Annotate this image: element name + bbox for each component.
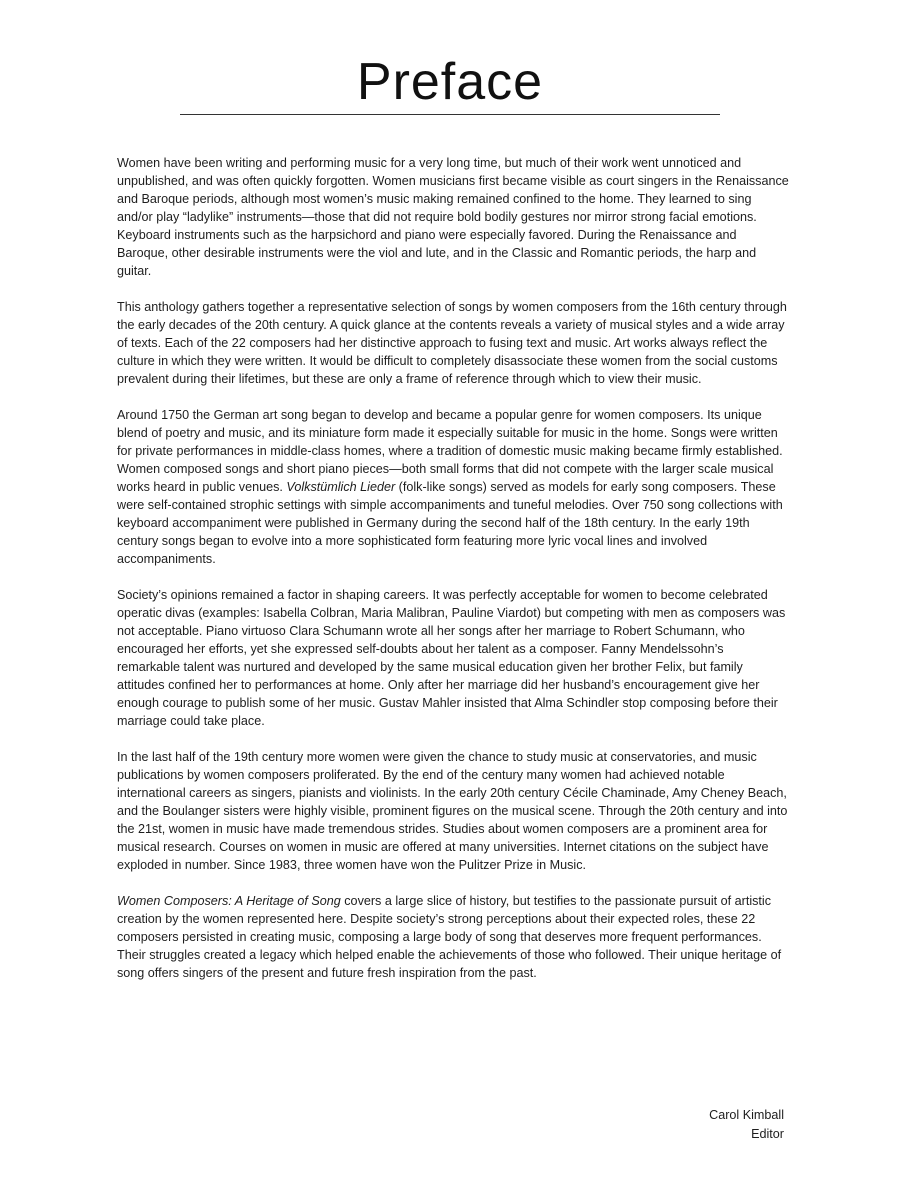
paragraph-5-text: In the last half of the 19th century more women were given the chance to study music at conservatories, and music publications by women composers proliferated. By the end of the century many women had achieved notable international careers as singers, pianists and violinists. In the early 20th century Cécile Chaminade, Amy Cheney Beach, and the Boulanger sisters were highly visible, prominent figures on the musical scene. Through the 20th century and into the 21st, women in music have made tremendous strides. Studies about women composers are a prominent area for musical research. Courses on women in music are offered at many universities. Internet citations on the subject have exploded in number. Since 1983, three women have won the Pulitzer Prize in Music. <box>117 750 788 872</box>
paragraph-3 <box>117 406 789 568</box>
paragraph-6 <box>117 892 789 982</box>
paragraph-2-text: This anthology gathers together a representative selection of songs by women composers from the 16th century through the early decades of the 20th century. A quick glance at the contents reveals a variety of musical styles and a wide array of texts. Each of the 22 composers had her distinctive approach to fusing text and music. Art works always reflect the culture in which they were written. It would be difficult to completely disassociate these women from the social customs prevalent during their lifetimes, but these are only a frame of reference through which to view their music. <box>117 300 787 386</box>
paragraph-3-italic-term: Volkstümlich Lieder <box>286 480 396 494</box>
page-title: Preface <box>356 53 544 111</box>
paragraph-1 <box>117 154 789 280</box>
paragraph-4-text: Society’s opinions remained a factor in shaping careers. It was perfectly acceptable for women to become celebrated operatic divas (examples: Isabella Colbran, Maria Malibran, Pauline Viardot) but competing with men as composers was not acceptable. Piano virtuoso Clara Schumann wrote all her songs after her marriage to Robert Schumann, who encouraged her efforts, yet she expressed self-doubts about her talent as a composer. Fanny Mendelssohn’s remarkable talent was nurtured and developed by the same musical education given her brother Felix, but family attitudes confined her to performances at home. Only after her marriage did her husband’s encouragement give her enough courage to publish some of her music. Gustav Mahler insisted that Alma Schindler stop composing before their marriage could take place. <box>117 588 786 728</box>
paragraph-6-text-after: covers a large slice of history, but testifies to the passionate pursuit of artistic creation by the women represented here. Despite society’s strong perceptions about their expected roles, these 22 composers persisted in creating music, composing a large body of song that deserves more frequent performances. Their struggles created a legacy which helped enable the achievements of those who followed. Their unique heritage of song offers singers of the present and future fresh inspiration from the past. <box>117 894 782 980</box>
signature-role: Editor <box>751 1127 784 1141</box>
paragraph-2 <box>117 298 789 388</box>
paragraph-4 <box>117 586 789 730</box>
signature-name: Carol Kimball <box>709 1108 784 1122</box>
preface-body <box>117 154 789 1000</box>
paragraph-5 <box>117 748 789 874</box>
paragraph-3-text-before: Around 1750 the German art song began to develop and became a popular genre for women composers. Its unique blend of poetry and music, and its miniature form made it especially suitable for music in the home. Songs were written for private performances in middle-class homes, where a tradition of domestic music making became firmly established. Women composed songs and short piano pieces—both small forms that did not compete with the larger scale musical works heard in public venues. <box>117 408 783 494</box>
signature-block <box>709 1106 784 1144</box>
paragraph-3-text-after: (folk-like songs) served as models for early song composers. These were self-contained strophic settings with simple accompaniments and tuneful melodies. Over 750 song collections with keyboard accompaniment were published in Germany during the second half of the 18th century. In the early 19th century songs began to evolve into a more sophisticated form featuring more lyric vocal lines and involved accompaniments. <box>117 480 783 566</box>
paragraph-6-book-title: Women Composers: A Heritage of Song <box>117 894 341 908</box>
paragraph-1-text: Women have been writing and performing music for a very long time, but much of their work went unnoticed and unpublished, and was often quickly forgotten. Women musicians first became visible as court singers in the Renaissance and Baroque periods, although most women’s music making remained confined to the home. They learned to sing and/or play “ladylike” instruments—those that did not require bold bodily gestures nor mirror strong facial emotions. Keyboard instruments such as the harpsichord and piano were especially favored. During the Renaissance and Baroque, other desirable instruments were the viol and lute, and in the Classic and Romantic periods, the harp and guitar. <box>117 156 789 278</box>
title-underline <box>180 114 720 115</box>
